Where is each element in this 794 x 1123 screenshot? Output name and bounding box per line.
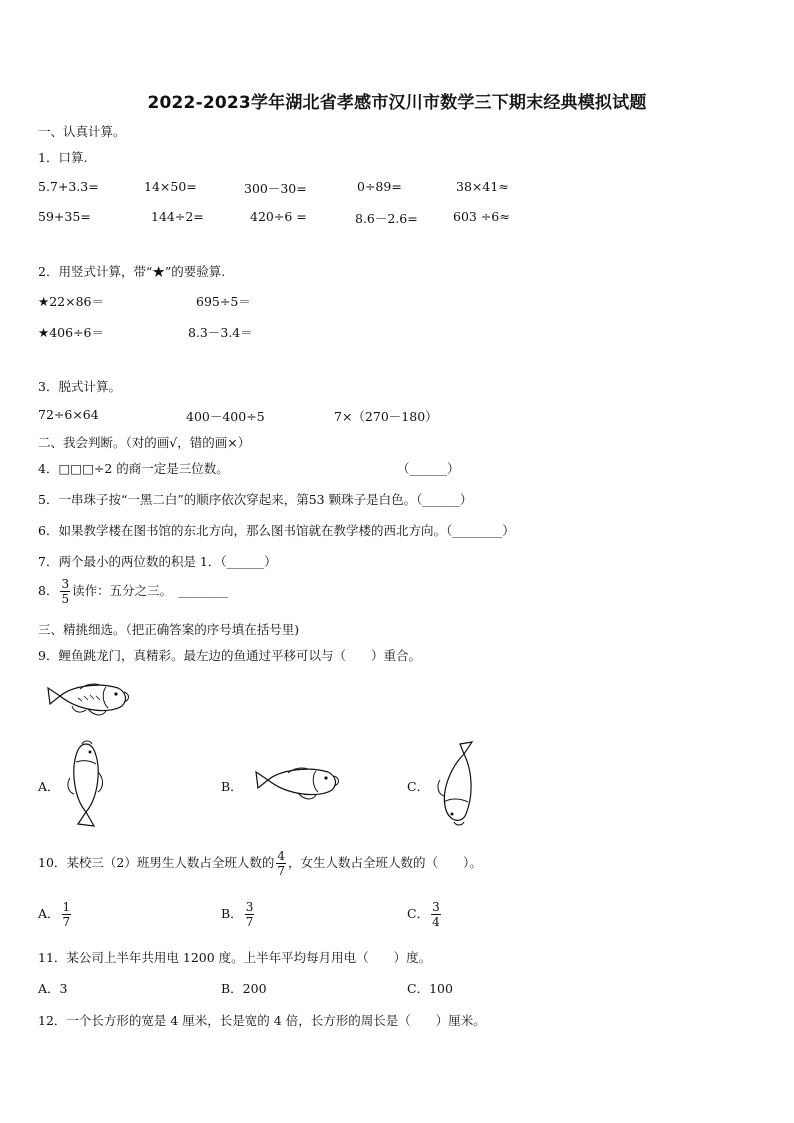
option-a[interactable]: A．3 — [38, 981, 68, 996]
answer-blank-6[interactable]: （________） — [445, 523, 515, 538]
fraction-denominator: 7 — [62, 915, 71, 929]
section-3-heading: 三、精挑细选。（把正确答案的序号填在括号里) — [38, 622, 300, 637]
answer-blank-8[interactable]: ________ — [178, 583, 229, 598]
fish-original-icon — [44, 680, 134, 720]
question-5-text: 5．一串珠子按“一黑二白”的顺序依次穿起来，第53 颗珠子是白色。 — [38, 492, 417, 507]
fraction-denominator: 7 — [277, 864, 286, 878]
vertical-calc-item: ★406÷6＝ — [38, 325, 104, 340]
question-12-text: 12．一个长方形的宽是 4 厘米，长是宽的 4 倍，长方形的周长是（ ）厘米。 — [38, 1013, 486, 1028]
question-10 — [38, 850, 482, 877]
fraction — [245, 901, 255, 928]
option-c[interactable]: C．100 — [407, 981, 453, 996]
question-8 — [38, 578, 228, 605]
fraction — [60, 578, 70, 605]
question-2-label: 2．用竖式计算，带“★”的要验算. — [38, 264, 226, 279]
option-a-label[interactable]: A． — [38, 779, 60, 794]
oral-calc-item: 5.7+3.3= — [38, 179, 99, 194]
oral-calc-item: 300－30= — [244, 181, 307, 196]
oral-calc-item: 420÷6 = — [250, 209, 307, 224]
section-2-heading: 二、我会判断。（对的画√，错的画×） — [38, 435, 251, 450]
oral-calc-item: 59+35= — [38, 209, 91, 224]
question-4 — [38, 459, 229, 477]
answer-blank-4[interactable]: （______） — [397, 461, 460, 476]
fraction-numerator: 3 — [61, 577, 70, 591]
oral-calc-item: 603 ÷6≈ — [453, 209, 510, 224]
step-calc-item: 72÷6×64 — [38, 407, 99, 422]
fish-horizontal-icon[interactable] — [252, 762, 344, 804]
option-b-label[interactable]: B． — [221, 779, 243, 794]
question-7 — [38, 552, 277, 570]
vertical-calc-item: ★22×86＝ — [38, 294, 104, 309]
fish-rotated-icon[interactable] — [432, 738, 480, 830]
fraction-numerator: 3 — [432, 900, 440, 914]
question-6-text: 6．如果教学楼在图书馆的东北方向，那么图书馆就在教学楼的西北方向。 — [38, 523, 446, 538]
answer-blank-5[interactable]: （______） — [416, 492, 473, 507]
question-10-prefix: 10．某校三（2）班男生人数占全班人数的 — [38, 855, 275, 870]
step-calc-item: 7×（270－180） — [334, 409, 438, 424]
fraction-numerator: 3 — [245, 900, 254, 914]
oral-calc-item: 14×50= — [144, 179, 197, 194]
fraction — [276, 850, 286, 877]
step-calc-item: 400－400÷5 — [186, 409, 265, 424]
option-b[interactable]: B．200 — [221, 981, 267, 996]
section-1-heading: 一、认真计算。 — [38, 124, 126, 139]
option-b[interactable] — [221, 901, 256, 928]
question-9-text: 9．鲤鱼跳龙门，真精彩。最左边的鱼通过平移可以与（ ）重合。 — [38, 648, 421, 663]
option-c[interactable] — [407, 901, 443, 928]
oral-calc-item: 144÷2= — [151, 209, 204, 224]
question-6 — [38, 521, 515, 539]
question-7-text: 7．两个最小的两位数的积是 1． — [38, 554, 221, 569]
question-8-text: 读作：五分之三。 — [72, 583, 173, 598]
question-10-suffix: ，女生人数占全班人数的（ ）。 — [288, 855, 482, 870]
question-8-prefix: 8． — [38, 583, 59, 598]
fraction-denominator: 4 — [432, 915, 440, 929]
option-c-label[interactable]: C． — [407, 779, 430, 794]
question-5 — [38, 490, 472, 508]
fraction — [431, 901, 441, 928]
oral-calc-item: 8.6－2.6= — [355, 211, 418, 226]
vertical-calc-item: 695÷5＝ — [196, 294, 251, 309]
question-1-label: 1．口算. — [38, 150, 88, 165]
answer-blank-7[interactable]: （______） — [220, 554, 277, 569]
vertical-calc-item: 8.3－3.4＝ — [188, 325, 253, 340]
fraction-numerator: 4 — [277, 849, 286, 863]
fraction-denominator: 5 — [61, 592, 70, 606]
question-3-label: 3．脱式计算。 — [38, 379, 121, 394]
question-4-text: 4．□□□÷2 的商一定是三位数。 — [38, 461, 229, 476]
oral-calc-item: 38×41≈ — [456, 179, 509, 194]
fraction — [62, 901, 72, 928]
option-a[interactable] — [38, 901, 73, 928]
fish-vertical-icon[interactable] — [64, 738, 108, 830]
option-b-label: B． — [221, 906, 243, 921]
option-a-label: A． — [38, 906, 60, 921]
oral-calc-item: 0÷89= — [357, 179, 402, 194]
fraction-numerator: 1 — [62, 900, 71, 914]
option-c-label: C． — [407, 906, 430, 921]
fraction-denominator: 7 — [245, 915, 254, 929]
question-11-text: 11．某公司上半年共用电 1200 度。上半年平均每月用电（ ）度。 — [38, 950, 432, 965]
page-title: 2022-2023学年湖北省孝感市汉川市数学三下期末经典模拟试题 — [147, 93, 647, 113]
